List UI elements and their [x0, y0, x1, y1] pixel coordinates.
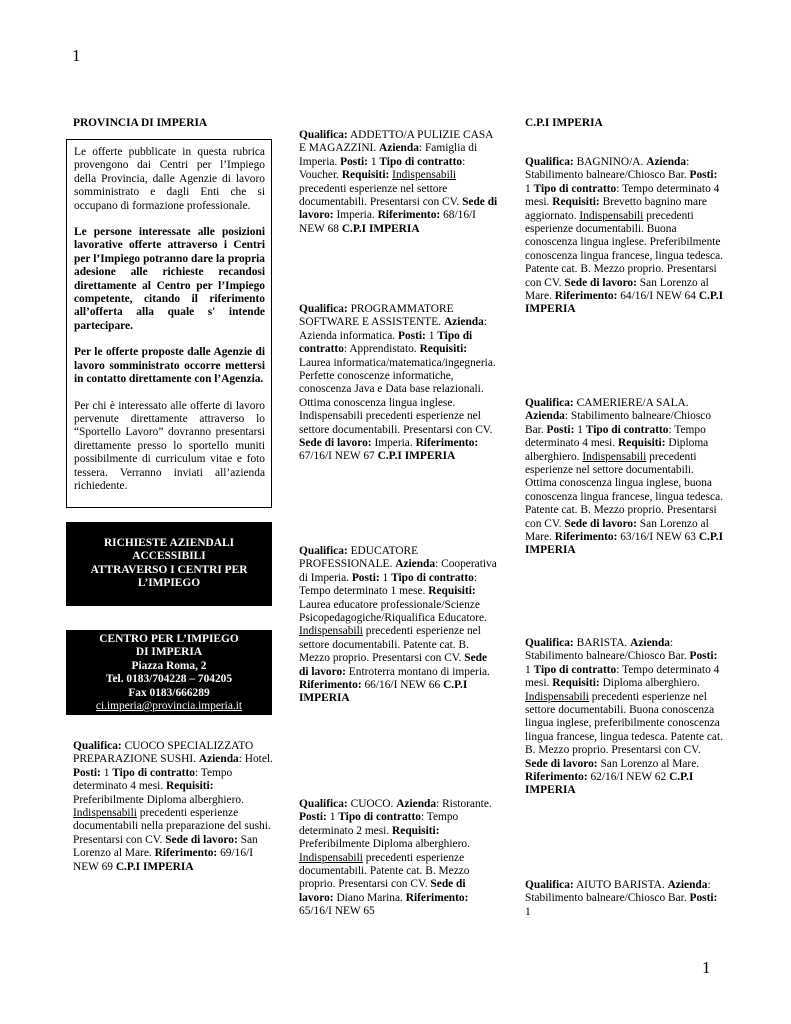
job-addetto-pulizie: Qualifica: ADDETTO/A PULIZIE CASA E MAGAZZINI. Azienda: Famiglia di Imperia. Posti: 1 Tipo di contratto: Voucher. Requisiti: Indispensabili precedenti esperienze nel settore documentabili. Presentarsi con CV. Sede di lavoro: Imperia. Riferimento: 68/16/I NEW 68 C.P.I IMPERIA [299, 129, 498, 235]
job-bagnino: Qualifica: BAGNINO/A. Azienda: Stabilimento balneare/Chiosco Bar. Posti: 1 Tipo di contratto: Tempo determinato 4 mesi. Requisiti: Brevetto bagnino mare aggiornato. Indispensabili precedenti esperienze documentabili. Buona conoscenza lingua inglese. Preferibilmente conoscenza lingua francese, lingua tedesca. Patente cat. B. Mezzo proprio. Presentarsi con CV. Sede di lavoro: San Lorenzo al Mare. Riferimento: 64/16/I NEW 64 C.P.I IMPERIA [525, 156, 724, 316]
job-programmatore: Qualifica: PROGRAMMATORE SOFTWARE E ASSISTENTE. Azienda: Azienda informatica. Posti: 1 Tipo di contratto: Apprendistato. Requisiti: Laurea informatica/matematica/ingegneria. Perfette conoscenze informatiche, conoscenza Java e Data base relazionali. Ottima conoscenza lingua inglese. Indispensabili precedenti esperienze nel settore documentabili. Presentarsi con CV. Sede di lavoro: Imperia. Riferimento: 67/16/I NEW 67 C.P.I IMPERIA [299, 303, 496, 463]
richieste-line: ATTRAVERSO I CENTRI PER [90, 563, 248, 576]
centro-phone: Tel. 0183/704228 – 704205 [105, 673, 233, 686]
province-title: PROVINCIA DI IMPERIA [73, 117, 208, 129]
job-cuoco: Qualifica: CUOCO. Azienda: Ristorante. Posti: 1 Tipo di contratto: Tempo determinato 2 mesi. Requisiti: Preferibilmente Diploma alberghiero. Indispensabili precedenti esperienze documentabili. Patente cat. B. Mezzo proprio. Presentarsi con CV. Sede di lavoro: Diano Marina. Riferimento: 65/16/I NEW 65 [299, 798, 492, 918]
centro-city: DI IMPERIA [135, 646, 203, 659]
richieste-line: ACCESSIBILI [132, 550, 206, 563]
info-paragraph-4: Per chi è interessato alle offerte di lavoro pervenute direttamente attraverso lo “Sportello Lavoro” dovranno presentarsi direttamente presso lo sportello muniti possibilmente di curriculum vitae e foto tessera. Verranno inviati all’azienda richiedente. [74, 399, 265, 492]
info-box [66, 139, 272, 508]
centro-email-link[interactable]: ci.imperia@provincia.imperia.it [95, 700, 243, 713]
job-educatore: Qualifica: EDUCATORE PROFESSIONALE. Azienda: Cooperativa di Imperia. Posti: 1 Tipo di contratto: Tempo determinato 1 mese. Requisiti: Laurea educatore professionale/Scienze Psicopedagogiche/Riqualifica Educatore. Indispensabili precedenti esperienze nel settore documentabili. Patente cat. B. Mezzo proprio. Presentarsi con CV. Sede di lavoro: Entroterra montano di imperia. Riferimento: 66/16/I NEW 66 C.P.I IMPERIA [299, 545, 497, 705]
richieste-line: RICHIESTE AZIENDALI [103, 537, 235, 549]
col3-heading: C.P.I IMPERIA [525, 117, 603, 129]
richieste-aziendali-box [66, 522, 272, 606]
job-cameriere: Qualifica: CAMERIERE/A SALA. Azienda: Stabilimento balneare/Chiosco Bar. Posti: 1 Tipo di contratto: Tempo determinato 4 mesi. Requisiti: Diploma alberghiero. Indispensabili precedenti esperienze nel settore documentabili. Ottima conoscenza lingua inglese, buona conoscenza lingua francese, lingua tedesca. Patente cat. B. Mezzo proprio. Presentarsi con CV. Sede di lavoro: San Lorenzo al Mare. Riferimento: 63/16/I NEW 63 C.P.I IMPERIA [525, 397, 724, 557]
job-barista: Qualifica: BARISTA. Azienda: Stabilimento balneare/Chiosco Bar. Posti: 1 Tipo di contratto: Tempo determinato 4 mesi. Requisiti: Diploma alberghiero. Indispensabili precedenti esperienze nel settore documentabili. Buona conoscenza lingua inglese, preferibilmente conoscenza lingua francese, lingua tedesca. Patente cat. B. Mezzo proprio. Presentarsi con CV. Sede di lavoro: San Lorenzo al Mare. Riferimento: 62/16/I NEW 62 C.P.I IMPERIA [525, 637, 724, 797]
page-number-top: 1 [72, 46, 81, 65]
info-paragraph-3: Per le offerte proposte dalle Agenzie di lavoro somministrato occorre mettersi in contatto direttamente con l’Agenzia. [74, 346, 265, 386]
richieste-line: L’IMPIEGO [137, 577, 201, 590]
centro-name: CENTRO PER L’IMPIEGO [99, 633, 239, 645]
centro-fax: Fax 0183/666289 [128, 686, 210, 699]
page-number-bottom: 1 [702, 958, 711, 977]
centro-impiego-box [66, 630, 272, 715]
info-paragraph-2: Le persone interessate alle posizioni lavorative offerte attraverso i Centri per l’Impiego potranno dare la propria adesione alle richieste recandosi direttamente al Centro per l’Impiego competente, citando il riferimento all’offerta alla quale s' intende partecipare. [74, 226, 265, 332]
info-paragraph-1: Le offerte pubblicate in questa rubrica provengono dai Centri per l’Impiego della Provincia, dalle Agenzie di lavoro somministrato e dagli Enti che si occupano di formazione professionale. [74, 146, 265, 212]
centro-address: Piazza Roma, 2 [131, 659, 207, 672]
job-cuoco-sushi: Qualifica: CUOCO SPECIALIZZATO PREPARAZIONE SUSHI. Azienda: Hotel. Posti: 1 Tipo di contratto: Tempo determinato 4 mesi. Requisiti: Preferibilmente Diploma alberghiero. Indispensabili precedenti esperienze documentabili nella preparazione del sushi. Presentarsi con CV. Sede di lavoro: San Lorenzo al Mare. Riferimento: 69/16/I NEW 69 C.P.I IMPERIA [73, 740, 273, 873]
job-aiuto-barista: Qualifica: AIUTO BARISTA. Azienda: Stabilimento balneare/Chiosco Bar. Posti: 1 [525, 879, 718, 918]
